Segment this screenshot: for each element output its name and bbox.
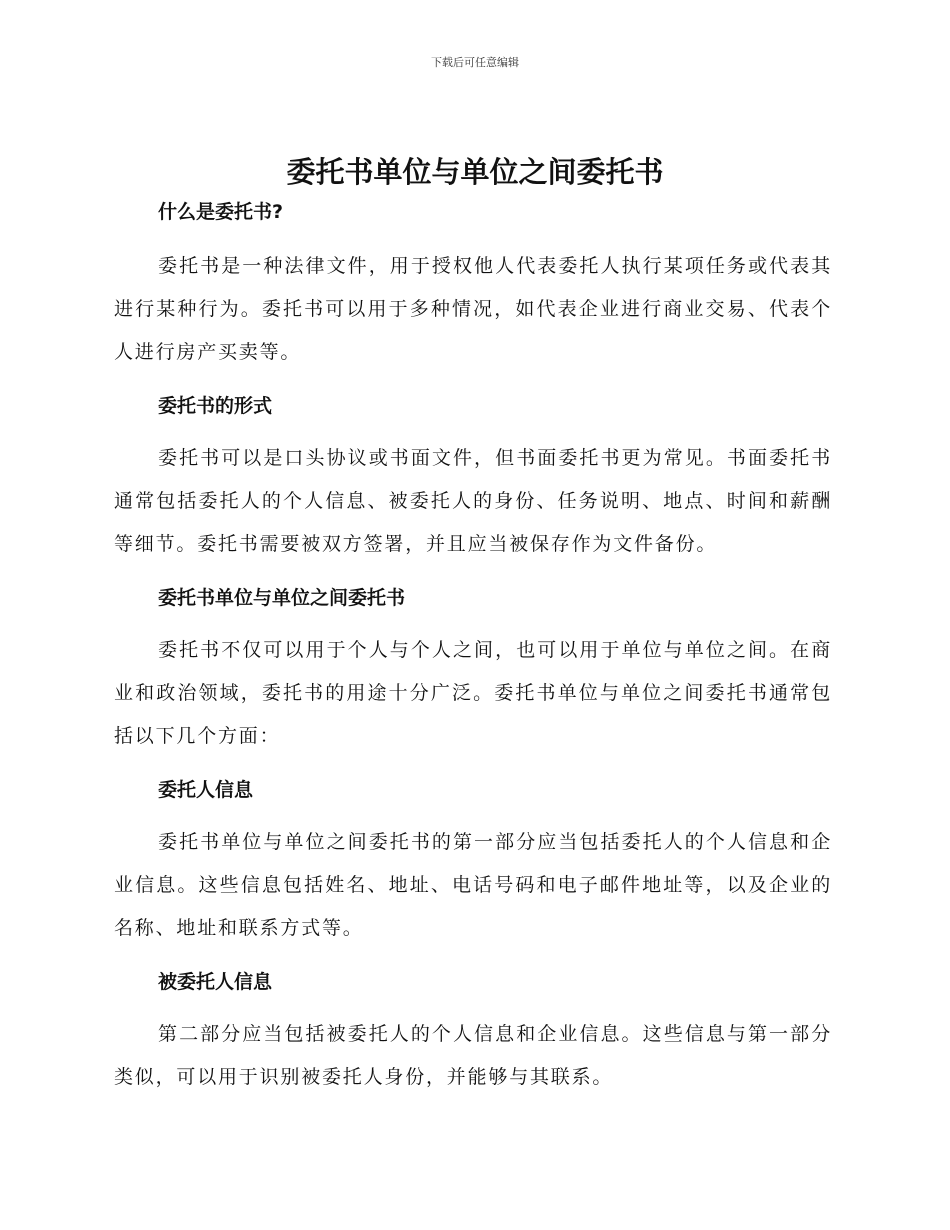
section-paragraph-form: 委托书可以是口头协议或书面文件，但书面委托书更为常见。书面委托书通常包括委托人的个人信息、被委托人的身份、任务说明、地点、时间和薪酬等细节。委托书需要被双方签署，并且应当被保存作为文件备份。 [114, 447, 832, 555]
section-paragraph-unit-to-unit: 委托书不仅可以用于个人与个人之间，也可以用于单位与单位之间。在商业和政治领域，委托书的用途十分广泛。委托书单位与单位之间委托书通常包括以下几个方面： [114, 639, 832, 747]
section-paragraph-what-is: 委托书是一种法律文件，用于授权他人代表委托人执行某项任务或代表其进行某种行为。委托书可以用于多种情况，如代表企业进行商业交易、代表个人进行房产买卖等。 [114, 255, 832, 363]
header-note: 下载后可任意编辑 [431, 56, 519, 69]
section-heading-form: 委托书的形式 [158, 395, 273, 417]
section-paragraph-principal-info: 委托书单位与单位之间委托书的第一部分应当包括委托人的个人信息和企业信息。这些信息包括姓名、地址、电话号码和电子邮件地址等，以及企业的名称、地址和联系方式等。 [114, 831, 832, 939]
section-heading-principal-info: 委托人信息 [158, 779, 254, 801]
section-heading-unit-to-unit: 委托书单位与单位之间委托书 [158, 587, 406, 609]
section-paragraph-agent-info: 第二部分应当包括被委托人的个人信息和企业信息。这些信息与第一部分类似，可以用于识别被委托人身份，并能够与其联系。 [114, 1023, 832, 1088]
document-title: 委托书单位与单位之间委托书 [286, 155, 664, 189]
document-body [114, 196, 832, 1099]
section-heading-agent-info: 被委托人信息 [158, 971, 273, 993]
section-heading-what-is: 什么是委托书? [158, 201, 284, 223]
